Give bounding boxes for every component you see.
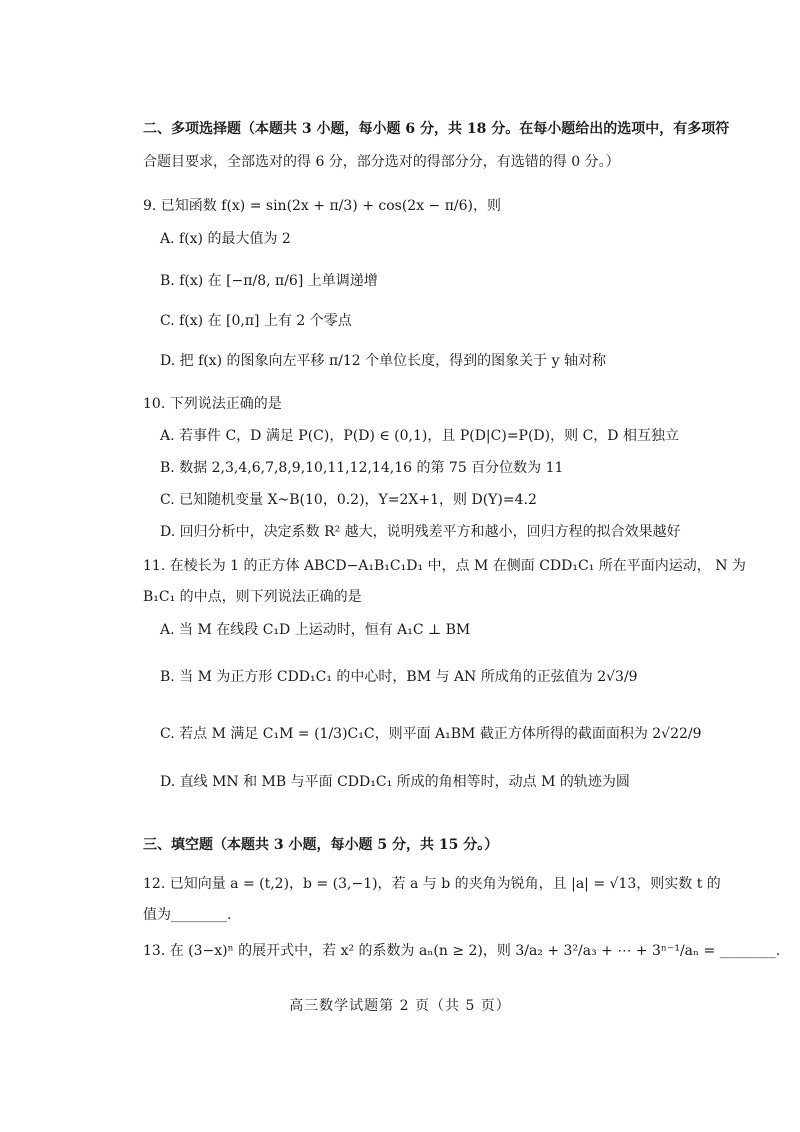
q12-line-1: 12. 已知向量 a = (t,2)，b = (3,−1)，若 a 与 b 的夹角为锐角，且 |a| = √13，则实数 t 的 <box>143 876 721 892</box>
q9-stem: 9. 已知函数 f(x) = sin(2x + π/3) + cos(2x − π/6)，则 <box>143 198 502 214</box>
q9-option-d: D. 把 f(x) 的图象向左平移 π/12 个单位长度，得到的图象关于 y 轴对称 <box>160 353 606 369</box>
q9-option-b: B. f(x) 在 [−π/8, π/6] 上单调递增 <box>160 273 378 289</box>
section-2-heading-line-2: 合题目要求，全部选对的得 6 分，部分选对的得部分分，有选错的得 0 分。） <box>143 154 620 170</box>
q13-text: 13. 在 (3−x)ⁿ 的展开式中，若 x² 的系数为 aₙ(n ≥ 2)，则 3/a₂ + 3²/a₃ + ⋯ + 3ⁿ⁻¹/aₙ = ________. <box>143 943 781 959</box>
q11-stem-line-2: B₁C₁ 的中点，则下列说法正确的是 <box>143 589 362 605</box>
page-footer: 高三数学试题第 2 页（共 5 页） <box>289 998 511 1014</box>
q11-option-a: A. 当 M 在线段 C₁D 上运动时，恒有 A₁C ⊥ BM <box>160 622 471 638</box>
q10-option-d: D. 回归分析中，决定系数 R² 越大，说明残差平方和越小，回归方程的拟合效果越好 <box>160 524 681 540</box>
q11-stem-line-1: 11. 在棱长为 1 的正方体 ABCD−A₁B₁C₁D₁ 中，点 M 在侧面 CDD₁C₁ 所在平面内运动， N 为 <box>143 558 746 574</box>
section-3-heading: 三、填空题（本题共 3 小题，每小题 5 分，共 15 分。） <box>143 837 499 853</box>
q10-option-b: B. 数据 2,3,4,6,7,8,9,10,11,12,14,16 的第 75 百分位数为 11 <box>160 460 564 476</box>
q11-option-c: C. 若点 M 满足 C₁M = (1/3)C₁C，则平面 A₁BM 截正方体所得的截面面积为 2√22/9 <box>160 726 702 742</box>
q10-stem: 10. 下列说法正确的是 <box>143 396 282 412</box>
q11-option-d: D. 直线 MN 和 MB 与平面 CDD₁C₁ 所成的角相等时，动点 M 的轨迹为圆 <box>160 774 630 790</box>
q9-option-c: C. f(x) 在 [0,π] 上有 2 个零点 <box>160 313 352 329</box>
q11-option-b: B. 当 M 为正方形 CDD₁C₁ 的中心时，BM 与 AN 所成角的正弦值为 2√3/9 <box>160 669 638 685</box>
section-2-heading-line-1: 二、多项选择题（本题共 3 小题，每小题 6 分，共 18 分。在每小题给出的选项中，有多项符 <box>143 121 730 137</box>
q10-option-a: A. 若事件 C，D 满足 P(C)，P(D) ∈ (0,1)，且 P(D|C)=P(D)，则 C，D 相互独立 <box>160 428 679 444</box>
q12-line-2: 值为________. <box>143 907 232 923</box>
q10-option-c: C. 已知随机变量 X~B(10，0.2)，Y=2X+1，则 D(Y)=4.2 <box>160 492 537 508</box>
q9-option-a: A. f(x) 的最大值为 2 <box>160 231 291 247</box>
